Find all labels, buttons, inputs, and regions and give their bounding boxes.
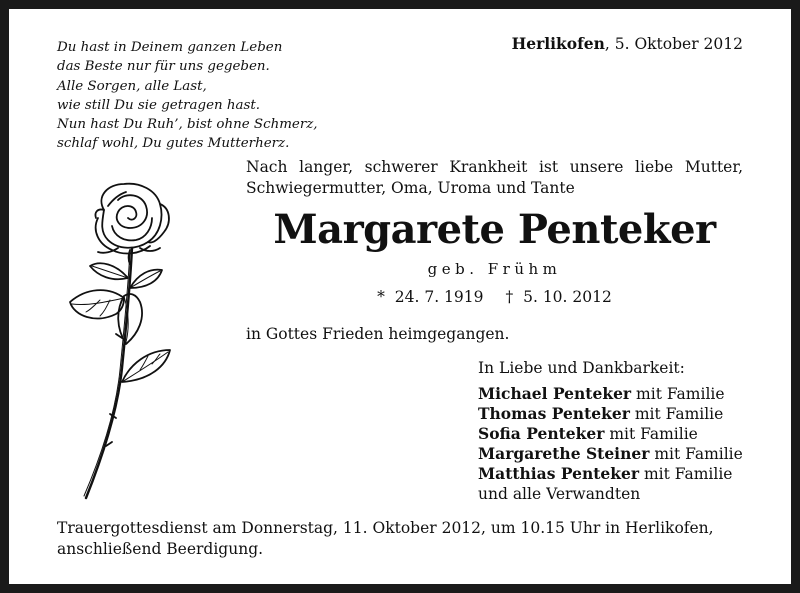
mourner-name: Michael Penteker bbox=[478, 384, 632, 403]
place-date bbox=[512, 34, 743, 53]
mourner-name: Thomas Penteker bbox=[478, 404, 630, 423]
death-date: 5. 10. 2012 bbox=[523, 288, 612, 306]
mourner-suffix: mit Familie bbox=[636, 385, 725, 403]
birth-name: geb. Frühm bbox=[427, 260, 562, 278]
place: Herlikofen bbox=[511, 34, 605, 53]
service-info bbox=[57, 518, 714, 560]
list-item bbox=[478, 404, 743, 424]
list-item bbox=[478, 444, 743, 464]
service-line: anschließend Beerdigung. bbox=[57, 540, 264, 558]
poem bbox=[57, 38, 318, 154]
poem-line: Nun hast Du Ruh’, bist ohne Schmerz, bbox=[57, 117, 318, 133]
poem-line: das Beste nur für uns gegeben. bbox=[57, 59, 270, 75]
birth-date: 24. 7. 1919 bbox=[394, 288, 484, 306]
mourner-suffix: mit Familie bbox=[634, 405, 724, 423]
mourners-list bbox=[478, 384, 743, 504]
mourner-name: Margarethe Steiner bbox=[478, 444, 650, 463]
poem-line: wie still Du sie getragen hast. bbox=[57, 97, 260, 113]
mourners-heading: In Liebe und Dankbarkeit: bbox=[478, 359, 685, 377]
mourner-name: Matthias Penteker bbox=[478, 464, 640, 483]
mourners-closing: und alle Verwandten bbox=[478, 485, 641, 503]
intro-text: Nach langer, schwerer Krankheit ist unsere liebe Mutter, Schwiegermutter, Oma, Uroma und Tante bbox=[246, 158, 743, 197]
date: , 5. Oktober 2012 bbox=[604, 35, 743, 53]
poem-line: Du hast in Deinem ganzen Leben bbox=[57, 40, 283, 55]
poem-line: schlaf wohl, Du gutes Mutterherz. bbox=[57, 136, 290, 152]
mourner-suffix: mit Familie bbox=[643, 465, 733, 483]
list-item bbox=[478, 464, 743, 484]
mourner-name: Sofia Penteker bbox=[478, 424, 605, 443]
passed-text: in Gottes Frieden heimgegangen. bbox=[246, 325, 510, 343]
poem-line: Alle Sorgen, alle Last, bbox=[57, 78, 207, 94]
mourner-suffix: mit Familie bbox=[609, 425, 698, 443]
life-dates bbox=[246, 288, 743, 306]
deceased-name: Margarete Penteker bbox=[273, 206, 716, 253]
mourner-suffix: mit Familie bbox=[654, 445, 743, 463]
death-symbol: † bbox=[505, 288, 514, 306]
rose-icon bbox=[60, 178, 180, 503]
service-line: Trauergottesdienst am Donnerstag, 11. Oktober 2012, um 10.15 Uhr in Herlikofen, bbox=[57, 519, 714, 537]
list-item bbox=[478, 424, 743, 444]
birth-symbol: * bbox=[377, 288, 385, 306]
list-item bbox=[478, 384, 743, 404]
